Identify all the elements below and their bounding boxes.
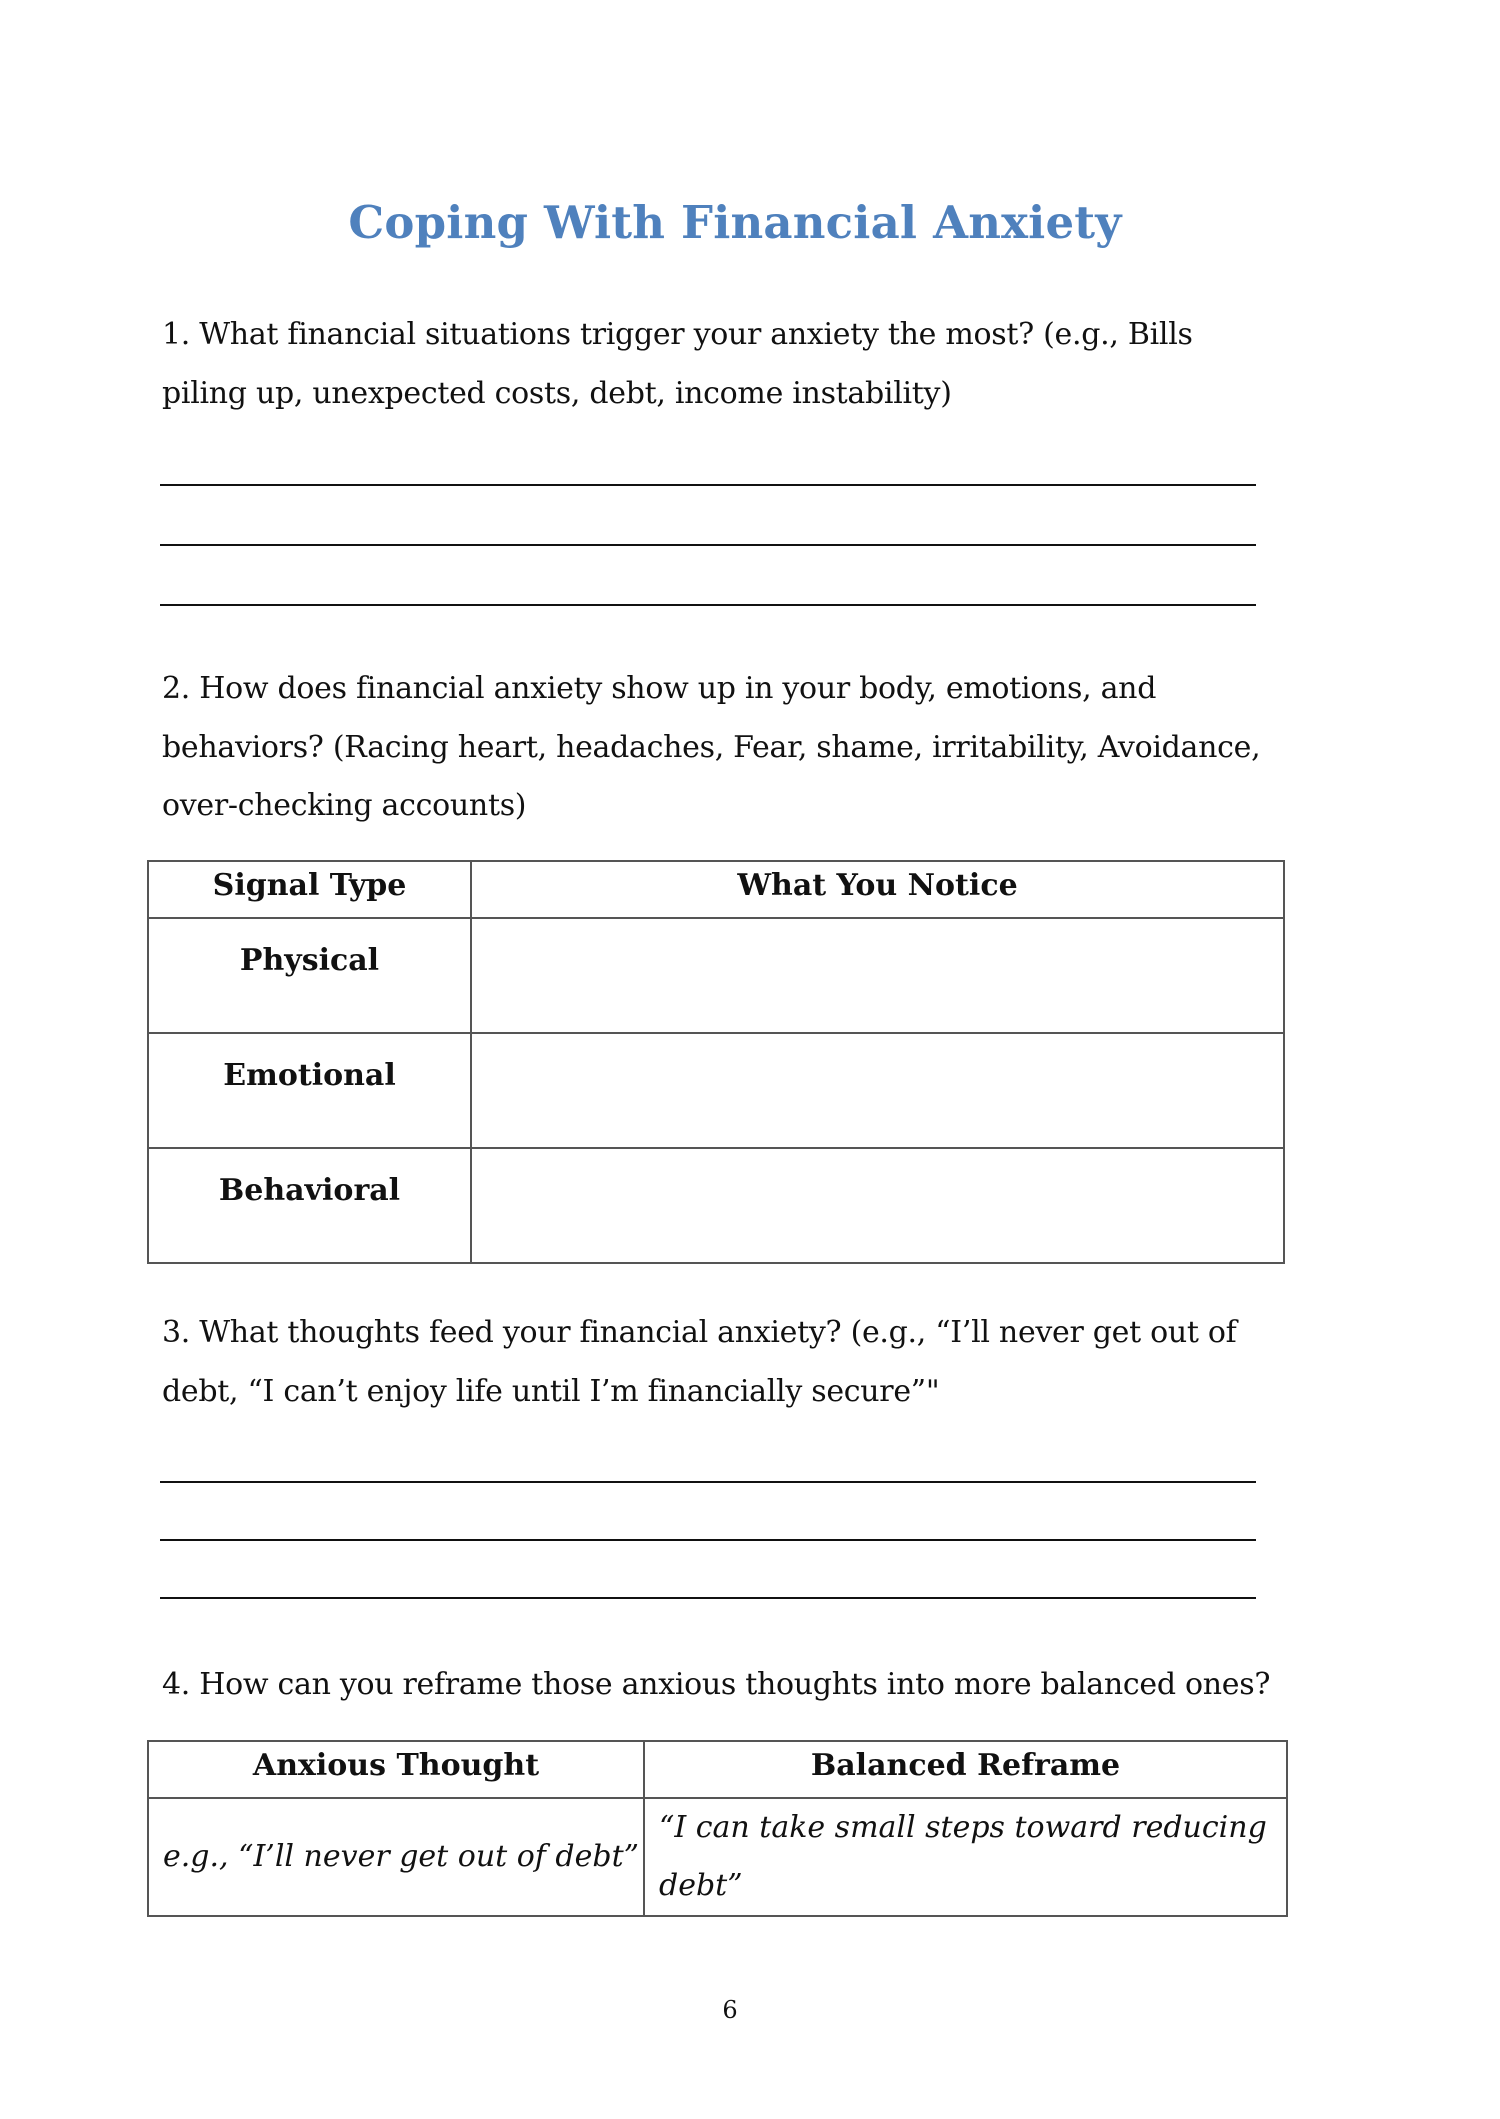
reframe-table-header-row	[148, 1741, 1287, 1798]
page-title: Coping With Financial Anxiety	[348, 196, 1122, 249]
table-row	[148, 918, 1284, 1033]
header-signal-type: Signal Type	[148, 861, 471, 918]
signal-type-emotional: Emotional	[148, 1033, 471, 1148]
header-balanced-reframe: Balanced Reframe	[644, 1741, 1287, 1798]
answer-line-q1-2[interactable]	[160, 544, 1256, 546]
page-number: 6	[722, 1996, 738, 2024]
signal-table	[147, 860, 1285, 1264]
signal-type-physical: Physical	[148, 918, 471, 1033]
balanced-reframe-line-2: debt”	[659, 1868, 743, 1903]
question-3	[162, 1304, 1302, 1421]
signal-type-behavioral: Behavioral	[148, 1148, 471, 1263]
question-1-line-1: 1. What financial situations trigger your anxiety the most? (e.g., Bills	[162, 317, 1193, 352]
table-row	[148, 1798, 1287, 1916]
balanced-reframe-example[interactable]	[644, 1798, 1287, 1916]
answer-line-q1-3[interactable]	[160, 604, 1256, 606]
table-row	[148, 1033, 1284, 1148]
question-3-line-2: debt, “I can’t enjoy life until I’m financially secure”"	[162, 1373, 940, 1409]
signal-table-header-row	[148, 861, 1284, 918]
notice-cell-emotional[interactable]	[471, 1033, 1284, 1148]
question-1	[162, 306, 1302, 423]
question-2-line-2: behaviors? (Racing heart, headaches, Fear, shame, irritability, Avoidance,	[162, 729, 1261, 765]
anxious-thought-example[interactable]: e.g., “I’ll never get out of debt”	[148, 1798, 644, 1916]
question-2	[162, 660, 1302, 836]
question-4-line-1: 4. How can you reframe those anxious thoughts into more balanced ones?	[162, 1667, 1271, 1702]
header-what-you-notice: What You Notice	[471, 861, 1284, 918]
question-3-line-1: 3. What thoughts feed your financial anxiety? (e.g., “I’ll never get out of	[162, 1315, 1237, 1350]
answer-line-q3-2[interactable]	[160, 1539, 1256, 1541]
notice-cell-behavioral[interactable]	[471, 1148, 1284, 1263]
question-4	[162, 1656, 1302, 1715]
notice-cell-physical[interactable]	[471, 918, 1284, 1033]
table-row	[148, 1148, 1284, 1263]
reframe-table	[147, 1740, 1288, 1917]
question-2-line-1: 2. How does financial anxiety show up in your body, emotions, and	[162, 671, 1157, 706]
question-2-line-3: over-checking accounts)	[162, 788, 527, 823]
question-1-line-2: piling up, unexpected costs, debt, income instability)	[162, 375, 952, 411]
balanced-reframe-line-1: “I can take small steps toward reducing	[659, 1810, 1267, 1845]
answer-line-q1-1[interactable]	[160, 484, 1256, 486]
header-anxious-thought: Anxious Thought	[148, 1741, 644, 1798]
answer-line-q3-3[interactable]	[160, 1597, 1256, 1599]
answer-line-q3-1[interactable]	[160, 1481, 1256, 1483]
